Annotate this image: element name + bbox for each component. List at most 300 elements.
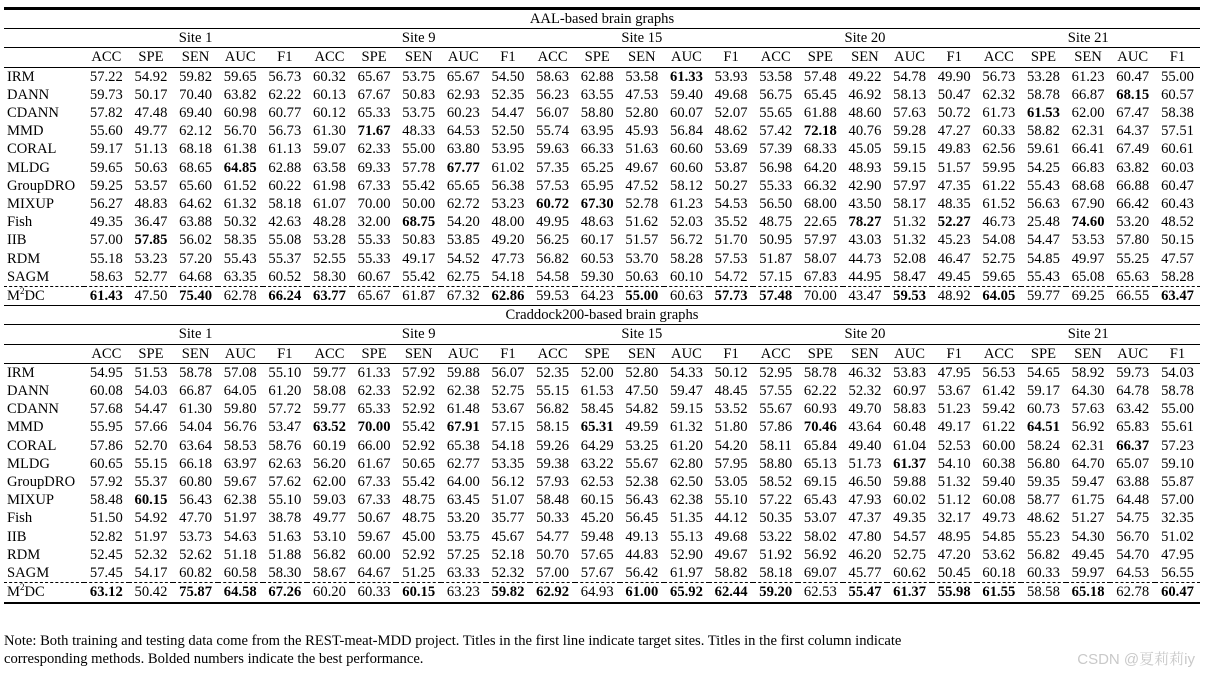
value-cell: 62.38 [670,492,703,509]
value-cell: 57.22 [759,492,793,509]
table-note [4,632,1200,668]
value-cell: 58.07 [803,250,837,267]
value-cell: 50.17 [134,86,168,103]
value-cell: 57.78 [402,159,436,176]
value-cell: 60.20 [307,583,352,603]
value-cell: 54.33 [670,364,703,381]
value-cell: 52.80 [625,105,659,122]
table-row [4,528,1200,546]
value-cell: 69.25 [1066,287,1111,306]
value-cell: 58.48 [536,492,569,509]
value-cell: 65.25 [580,159,614,176]
value-cell: 78.27 [848,214,882,231]
value-cell: 51.57 [937,159,971,176]
table-row [4,177,1200,195]
value-cell: 55.42 [402,419,436,436]
value-cell: 62.56 [982,141,1016,158]
value-cell: 52.35 [536,364,569,381]
site-header-row [4,29,1200,48]
value-cell: 52.80 [625,364,659,381]
value-cell: 52.53 [937,437,971,454]
value-cell: 46.20 [848,546,882,563]
value-cell: 53.67 [491,401,525,418]
method-name: MLDG [7,455,50,472]
value-cell: 52.55 [313,250,346,267]
value-cell: 54.75 [1116,510,1150,527]
value-cell: 53.23 [134,250,168,267]
method-name: SAGM [7,268,50,285]
method-name: MLDG [7,159,50,176]
value-cell: 50.42 [129,583,174,603]
metric-header: SEN [1066,48,1111,67]
value-cell: 57.25 [446,546,480,563]
site-header: Site 15 [530,325,753,344]
value-cell: 62.00 [313,474,346,491]
value-cell: 53.85 [446,232,480,249]
value-cell: 58.13 [893,86,926,103]
value-cell: 49.83 [937,141,971,158]
value-cell: 59.03 [313,492,346,509]
method-name: Fish [7,510,33,527]
value-cell: 48.60 [848,105,882,122]
watermark: CSDN @夏莉莉iy [1077,651,1195,668]
value-cell: 55.42 [402,177,436,194]
table-row [4,382,1200,400]
value-cell: 62.77 [446,455,480,472]
value-cell: 53.83 [893,364,926,381]
value-cell: 62.88 [268,159,302,176]
value-cell: 56.73 [268,68,302,85]
value-cell: 52.03 [670,214,703,231]
value-cell: 52.75 [491,383,525,400]
value-cell: 61.02 [491,159,525,176]
site-header: Site 21 [977,325,1200,344]
metric-header: AUC [1110,48,1155,67]
value-cell: 54.85 [1027,250,1060,267]
value-cell: 51.70 [714,232,748,249]
metric-header: SEN [396,48,441,67]
value-cell: 50.63 [134,159,168,176]
value-cell: 64.53 [446,123,480,140]
value-cell: 47.80 [848,528,882,545]
value-cell: 62.32 [982,86,1016,103]
value-cell: 59.65 [89,159,123,176]
value-cell: 49.90 [937,68,971,85]
metric-header: AUC [1110,344,1155,363]
value-cell: 61.52 [223,177,257,194]
value-cell: 60.08 [89,383,123,400]
value-cell: 60.53 [580,250,614,267]
value-cell: 53.07 [803,510,837,527]
value-cell: 75.40 [173,287,218,306]
value-cell: 56.45 [625,510,659,527]
value-cell: 65.92 [664,583,709,603]
value-cell: 57.92 [402,364,436,381]
value-cell: 51.62 [625,214,659,231]
value-cell: 62.93 [446,86,480,103]
value-cell: 70.00 [798,287,843,306]
method-name: CDANN [7,105,59,122]
value-cell: 57.48 [753,287,798,306]
value-cell: 60.93 [803,401,837,418]
value-cell: 65.45 [803,86,837,103]
value-cell: 60.15 [580,492,614,509]
value-cell: 59.17 [89,141,123,158]
value-cell: 57.65 [580,546,614,563]
value-cell: 61.53 [1027,105,1060,122]
value-cell: 63.35 [223,268,257,285]
value-cell: 49.95 [536,214,569,231]
value-cell: 55.00 [1161,401,1194,418]
value-cell: 61.23 [670,196,703,213]
value-cell: 57.97 [893,177,926,194]
value-cell: 64.67 [357,565,391,582]
value-cell: 48.28 [313,214,346,231]
value-cell: 65.95 [580,177,614,194]
value-cell: 46.73 [982,214,1016,231]
value-cell: 57.39 [759,141,793,158]
value-cell: 59.65 [982,268,1016,285]
value-cell: 59.15 [670,401,703,418]
value-cell: 57.22 [89,68,123,85]
method-name: SAGM [7,565,50,582]
metric-header: F1 [932,48,977,67]
value-cell: 59.53 [887,287,932,306]
proposed-method-row [4,583,1200,603]
value-cell: 56.80 [1027,455,1060,472]
value-cell: 58.28 [670,250,703,267]
value-cell: 42.63 [268,214,302,231]
value-cell: 51.18 [223,546,257,563]
value-cell: 44.95 [848,268,882,285]
value-cell: 56.27 [89,196,123,213]
value-cell: 48.75 [402,492,436,509]
value-cell: 60.57 [1161,86,1194,103]
value-cell: 66.00 [357,437,391,454]
value-cell: 53.93 [714,68,748,85]
value-cell: 62.33 [357,141,391,158]
value-cell: 65.67 [352,287,397,306]
value-cell: 65.33 [357,105,391,122]
value-cell: 43.47 [843,287,888,306]
value-cell: 68.00 [803,196,837,213]
value-cell: 55.00 [620,287,665,306]
method-name-base: M [7,288,20,305]
metric-header: SEN [843,48,888,67]
value-cell: 62.75 [446,268,480,285]
value-cell: 60.47 [1161,177,1194,194]
value-cell: 64.29 [580,437,614,454]
metric-header: SEN [396,344,441,363]
value-cell: 54.53 [714,196,748,213]
value-cell: 52.82 [89,528,123,545]
value-cell: 63.58 [313,159,346,176]
value-cell: 56.42 [625,565,659,582]
value-cell: 55.37 [134,474,168,491]
value-cell: 55.10 [268,492,302,509]
value-cell: 55.60 [89,123,123,140]
value-cell: 57.92 [89,474,123,491]
value-cell: 58.78 [1027,86,1060,103]
value-cell: 65.13 [803,455,837,472]
value-cell: 68.33 [803,141,837,158]
value-cell: 50.47 [937,86,971,103]
value-cell: 56.23 [536,86,569,103]
value-cell: 56.73 [268,123,302,140]
value-cell: 63.95 [580,123,614,140]
value-cell: 64.78 [1116,383,1150,400]
value-cell: 60.19 [313,437,346,454]
value-cell: 55.98 [932,583,977,603]
metric-header: F1 [263,344,308,363]
value-cell: 52.95 [759,364,793,381]
section-title: Craddock200-based brain graphs [505,307,699,324]
value-cell: 64.70 [1071,455,1105,472]
corner-cell [4,325,84,344]
value-cell: 53.75 [402,68,436,85]
value-cell: 58.18 [759,565,793,582]
value-cell: 66.18 [179,455,212,472]
value-cell: 56.50 [759,196,793,213]
site-header: Site 1 [84,325,307,344]
value-cell: 51.13 [134,141,168,158]
section-title-row [4,306,1200,325]
metric-header: ACC [307,344,352,363]
value-cell: 61.04 [893,437,926,454]
value-cell: 56.82 [536,250,569,267]
value-cell: 61.87 [396,287,441,306]
value-cell: 62.12 [179,123,212,140]
value-cell: 60.23 [446,105,480,122]
value-cell: 53.70 [625,250,659,267]
value-cell: 51.63 [268,528,302,545]
value-cell: 59.88 [893,474,926,491]
value-cell: 49.97 [1071,250,1105,267]
value-cell: 54.95 [89,364,123,381]
value-cell: 49.73 [982,510,1016,527]
value-cell: 63.64 [179,437,212,454]
metric-header: SPE [1021,48,1066,67]
value-cell: 51.02 [1161,528,1194,545]
metric-header: ACC [753,48,798,67]
value-cell: 52.50 [491,123,525,140]
value-cell: 56.43 [625,492,659,509]
value-cell: 47.57 [1161,250,1194,267]
value-cell: 50.70 [536,546,569,563]
value-cell: 60.82 [179,565,212,582]
value-cell: 54.30 [1071,528,1105,545]
metric-header: ACC [530,344,575,363]
value-cell: 57.08 [223,364,257,381]
metric-header: ACC [84,344,129,363]
method-name: IIB [7,232,27,249]
value-cell: 58.35 [223,232,257,249]
value-cell: 52.27 [937,214,971,231]
value-cell: 68.75 [402,214,436,231]
site-header-row [4,325,1200,344]
value-cell: 56.55 [1161,565,1194,582]
value-cell: 56.20 [313,455,346,472]
metric-header: F1 [486,344,531,363]
value-cell: 45.23 [937,232,971,249]
value-cell: 46.92 [848,86,882,103]
value-cell: 54.18 [491,437,525,454]
value-cell: 59.88 [446,364,480,381]
value-cell: 54.08 [982,232,1016,249]
table-row [4,140,1200,158]
value-cell: 53.35 [491,455,525,472]
value-cell: 53.28 [1027,68,1060,85]
value-cell: 64.23 [575,287,620,306]
value-cell: 49.35 [89,214,123,231]
value-cell: 44.73 [848,250,882,267]
value-cell: 60.33 [982,123,1016,140]
value-cell: 51.73 [848,455,882,472]
value-cell: 49.70 [848,401,882,418]
value-cell: 69.33 [357,159,391,176]
value-cell: 54.85 [982,528,1016,545]
value-cell: 60.63 [664,287,709,306]
value-cell: 54.58 [536,268,569,285]
value-cell: 55.23 [1027,528,1060,545]
value-cell: 55.18 [89,250,123,267]
method-name: IIB [7,528,27,545]
value-cell: 63.42 [1116,401,1150,418]
metric-header: SPE [129,344,174,363]
value-cell: 50.12 [714,364,748,381]
value-cell: 64.58 [218,583,263,603]
value-cell: 57.53 [714,250,748,267]
value-cell: 48.63 [580,214,614,231]
value-cell: 56.70 [1116,528,1150,545]
value-cell: 32.17 [937,510,971,527]
value-cell: 60.18 [982,565,1016,582]
metric-header: AUC [441,48,486,67]
value-cell: 63.88 [179,214,212,231]
value-cell: 56.70 [223,123,257,140]
value-cell: 55.15 [536,383,569,400]
value-cell: 62.22 [803,383,837,400]
value-cell: 53.57 [134,177,168,194]
value-cell: 49.77 [134,123,168,140]
value-cell: 58.28 [1161,268,1194,285]
site-header: Site 21 [977,29,1200,48]
value-cell: 58.83 [893,401,926,418]
value-cell: 56.07 [491,364,525,381]
value-cell: 51.27 [1071,510,1105,527]
value-cell: 50.00 [402,196,436,213]
value-cell: 56.73 [982,68,1016,85]
value-cell: 49.17 [402,250,436,267]
value-cell: 58.17 [893,196,926,213]
metric-header: SPE [352,344,397,363]
value-cell: 58.52 [759,474,793,491]
table-row [4,418,1200,436]
value-cell: 51.63 [625,141,659,158]
value-cell: 60.47 [1116,68,1150,85]
metric-header: SEN [1066,344,1111,363]
value-cell: 54.18 [491,268,525,285]
value-cell: 60.15 [134,492,168,509]
value-cell: 52.38 [625,474,659,491]
value-cell: 55.87 [1161,474,1194,491]
value-cell: 54.77 [536,528,569,545]
value-cell: 60.97 [893,383,926,400]
value-cell: 60.10 [670,268,703,285]
value-cell: 50.27 [714,177,748,194]
value-cell: 50.63 [625,268,659,285]
metric-header: AUC [887,344,932,363]
metric-header: ACC [530,48,575,67]
value-cell: 58.80 [759,455,793,472]
value-cell: 48.00 [491,214,525,231]
value-cell: 55.42 [402,268,436,285]
value-cell: 52.07 [714,105,748,122]
value-cell: 59.07 [313,141,346,158]
value-cell: 65.63 [1116,268,1150,285]
value-cell: 59.67 [357,528,391,545]
value-cell: 64.62 [179,196,212,213]
metric-header: ACC [307,48,352,67]
value-cell: 60.32 [313,68,346,85]
method-name: MIXUP [7,196,55,213]
value-cell: 56.25 [536,232,569,249]
value-cell: 51.87 [759,250,793,267]
value-cell: 36.47 [134,214,168,231]
value-cell: 57.72 [268,401,302,418]
value-cell: 57.95 [714,455,748,472]
metric-header: F1 [1155,344,1200,363]
value-cell: 54.50 [491,68,525,85]
value-cell: 68.68 [1071,177,1105,194]
value-cell: 63.12 [84,583,129,603]
value-cell: 57.53 [536,177,569,194]
results-table-container [4,7,1200,604]
value-cell: 47.37 [848,510,882,527]
value-cell: 48.75 [402,510,436,527]
value-cell: 50.32 [223,214,257,231]
results-table [4,7,1200,604]
value-cell: 60.67 [357,268,391,285]
value-cell: 59.30 [580,268,614,285]
value-cell: 47.95 [937,364,971,381]
value-cell: 54.70 [1116,546,1150,563]
value-cell: 49.22 [848,68,882,85]
value-cell: 59.82 [486,583,531,603]
value-cell: 56.84 [670,123,703,140]
value-cell: 64.85 [223,159,257,176]
value-cell: 66.42 [1116,196,1150,213]
metric-header: SEN [173,344,218,363]
value-cell: 53.10 [313,528,346,545]
value-cell: 62.78 [218,287,263,306]
value-cell: 61.20 [268,383,302,400]
value-cell: 66.83 [1071,159,1105,176]
value-cell: 65.18 [1066,583,1111,603]
value-cell: 63.97 [223,455,257,472]
value-cell: 53.75 [446,528,480,545]
value-cell: 52.77 [134,268,168,285]
value-cell: 51.53 [134,364,168,381]
note-line-1: Note: Both training and testing data come from the REST-meat-MDD project. Titles in the first line indicate target sites. Titles in the first column indicate [4,633,902,649]
value-cell: 55.43 [223,250,257,267]
value-cell: 57.00 [1161,492,1194,509]
value-cell: 65.33 [357,401,391,418]
value-cell: 61.98 [313,177,346,194]
value-cell: 57.67 [580,565,614,582]
value-cell: 61.20 [670,437,703,454]
value-cell: 49.68 [714,528,748,545]
